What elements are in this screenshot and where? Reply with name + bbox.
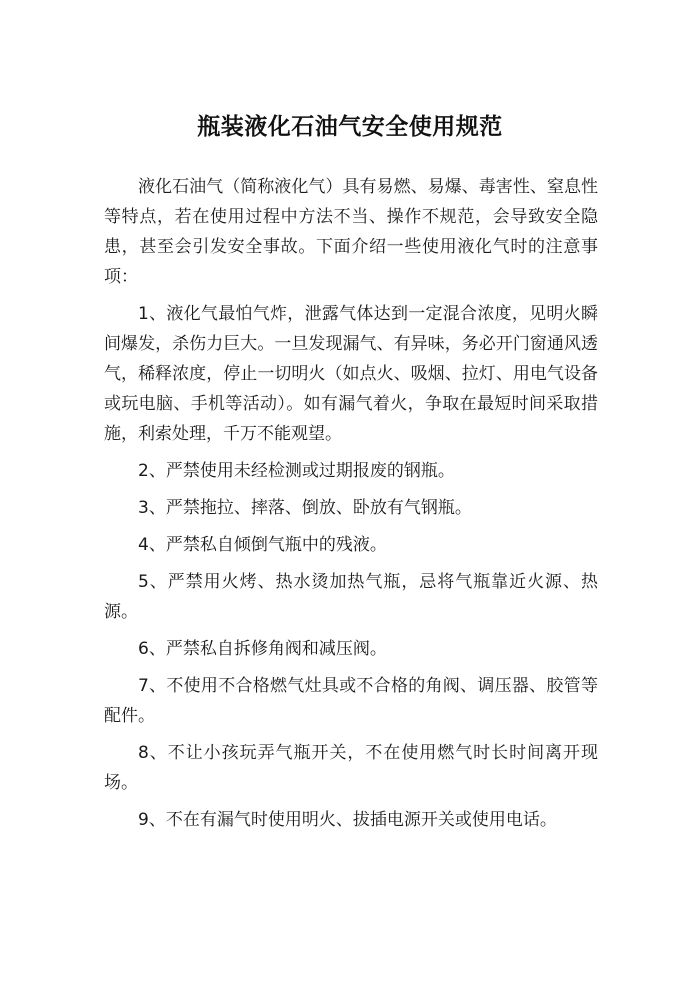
rule-item-2: 2、严禁使用未经检测或过期报废的钢瓶。 xyxy=(138,461,455,481)
document-title: 瓶装液化石油气安全使用规范 xyxy=(197,114,503,140)
rule-item-7: 7、不使用不合格燃气灶具或不合格的角阀、调压器、胶管等配件。 xyxy=(104,676,598,726)
rule-item-1: 1、液化气最怕气炸，泄露气体达到一定混合浓度，见明火瞬间爆发，杀伤力巨大。一旦发现漏气、有异味，务必开门窗通风透气，稀释浓度，停止一切明火（如点火、吸烟、拉灯、用电气设备或玩电脑、手机等活动）。如有漏气着火，争取在最短时间采取措施，利索处理，千万不能观望。 xyxy=(104,304,598,444)
rule-item-4: 4、严禁私自倾倒气瓶中的残液。 xyxy=(138,535,387,555)
rule-item-5: 5、严禁用火烤、热水烫加热气瓶，忌将气瓶靠近火源、热源。 xyxy=(104,572,598,622)
rule-item-8: 8、不让小孩玩弄气瓶开关，不在使用燃气时长时间离开现场。 xyxy=(104,743,598,793)
rule-item-3: 3、严禁拖拉、摔落、倒放、卧放有气钢瓶。 xyxy=(138,498,472,518)
rule-item-9: 9、不在有漏气时使用明火、拔插电源开关或使用电话。 xyxy=(138,810,557,830)
intro-paragraph: 液化石油气（简称液化气）具有易燃、易爆、毒害性、窒息性等特点，若在使用过程中方法不当、操作不规范，会导致安全隐患，甚至会引发安全事故。下面介绍一些使用液化气时的注意事项： xyxy=(104,177,598,287)
rule-item-6: 6、严禁私自拆修角阀和减压阀。 xyxy=(138,639,387,659)
document-body xyxy=(104,172,598,842)
